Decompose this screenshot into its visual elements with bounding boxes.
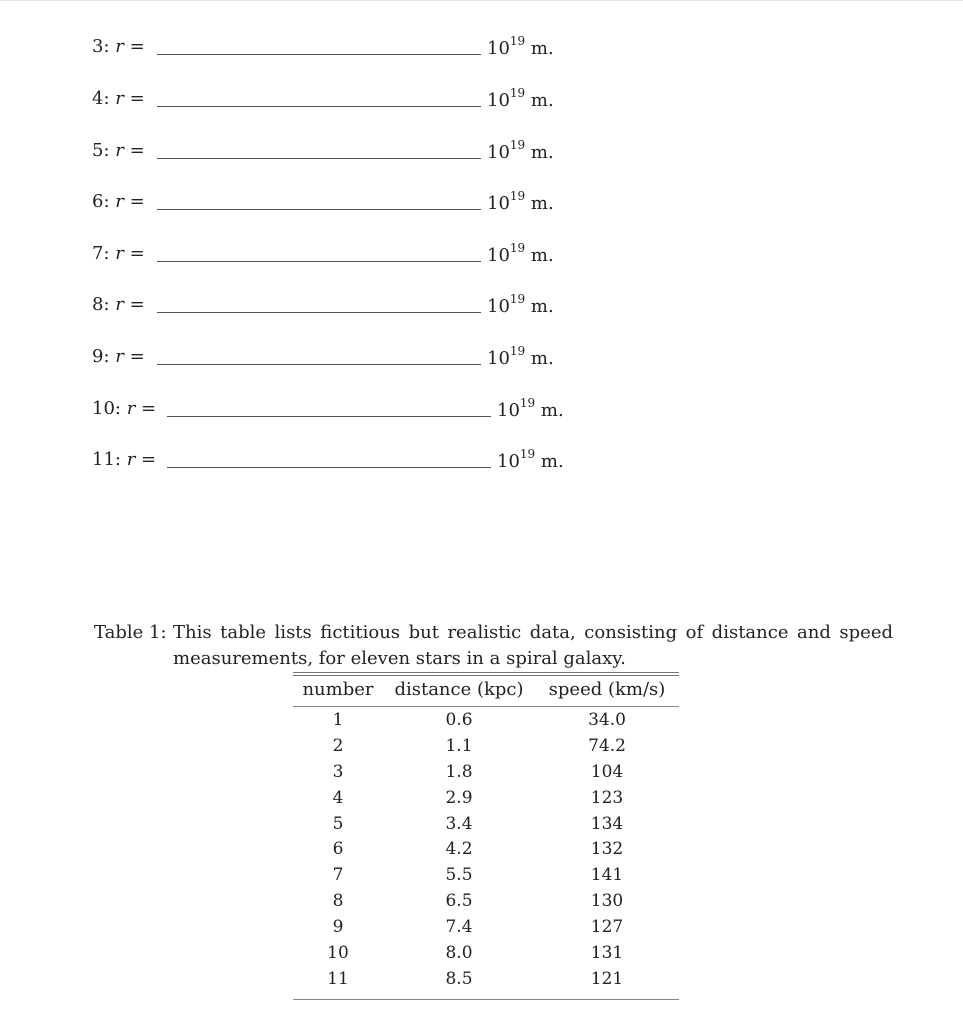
answer-variable: r — [115, 346, 124, 367]
cell-distance: 5.5 — [445, 865, 473, 886]
cell-number: 6 — [332, 839, 344, 860]
answer-equals: = — [129, 36, 145, 57]
answer-unit — [487, 294, 554, 317]
unit-suffix: m. — [530, 348, 554, 369]
answer-number: 11: — [92, 449, 121, 470]
cell-number: 8 — [332, 891, 344, 912]
unit-base: 10 — [497, 451, 520, 472]
table-top-rule-2 — [293, 675, 679, 676]
answer-blank-input[interactable] — [167, 416, 491, 417]
answer-equals: = — [129, 191, 145, 212]
cell-number: 11 — [327, 968, 349, 989]
table-row — [293, 915, 679, 941]
answer-unit — [487, 191, 554, 214]
answer-label — [92, 243, 145, 264]
answer-variable: r — [115, 294, 124, 315]
unit-exponent: 19 — [509, 86, 526, 100]
unit-exponent: 19 — [509, 292, 526, 306]
cell-number: 10 — [327, 943, 349, 964]
answer-unit — [487, 346, 554, 369]
table-row — [293, 786, 679, 812]
answer-blank-input[interactable] — [157, 364, 481, 365]
cell-distance: 6.5 — [445, 891, 473, 912]
header-distance: distance (kpc) — [394, 679, 524, 700]
table-header-row — [293, 677, 679, 703]
answer-number: 8: — [92, 294, 110, 315]
unit-base: 10 — [487, 245, 510, 266]
unit-exponent: 19 — [509, 189, 526, 203]
table-row — [293, 941, 679, 967]
answer-unit — [487, 36, 554, 59]
answer-unit — [497, 398, 564, 421]
answer-unit — [497, 449, 564, 472]
cell-speed: 132 — [590, 839, 624, 860]
table-bottom-rule — [293, 999, 679, 1000]
answer-label — [92, 36, 145, 57]
unit-base: 10 — [497, 400, 520, 421]
unit-suffix: m. — [540, 400, 564, 421]
cell-speed: 130 — [590, 891, 624, 912]
answer-variable: r — [115, 36, 124, 57]
answer-blank-input[interactable] — [157, 209, 481, 210]
answer-label — [92, 191, 145, 212]
answer-equals: = — [129, 243, 145, 264]
answer-equals: = — [141, 449, 157, 470]
cell-distance: 8.5 — [445, 968, 473, 989]
table-row — [293, 812, 679, 838]
table-row — [293, 734, 679, 760]
unit-suffix: m. — [530, 193, 554, 214]
unit-exponent: 19 — [519, 447, 536, 461]
caption-label: Table 1: — [94, 622, 167, 643]
answer-variable: r — [126, 398, 136, 419]
answer-unit — [487, 140, 554, 163]
answer-equals: = — [141, 398, 157, 419]
answer-blank-input[interactable] — [157, 312, 481, 313]
cell-distance: 1.1 — [445, 735, 473, 756]
answer-number: 5: — [92, 140, 110, 161]
answer-label — [92, 140, 145, 161]
answer-number: 10: — [92, 398, 121, 419]
cell-speed: 34.0 — [588, 710, 626, 730]
answer-equals: = — [129, 346, 145, 367]
answer-variable: r — [115, 140, 124, 161]
unit-exponent: 19 — [519, 396, 536, 410]
table-row — [293, 708, 679, 734]
answer-variable: r — [115, 88, 124, 109]
answer-label — [92, 449, 156, 470]
table-header-rule — [293, 706, 679, 707]
cell-number: 9 — [332, 917, 344, 938]
answer-equals: = — [129, 294, 145, 315]
unit-suffix: m. — [530, 90, 554, 111]
unit-suffix: m. — [530, 142, 554, 163]
page-top-border — [0, 0, 963, 1]
cell-speed: 104 — [590, 761, 624, 782]
table-row — [293, 889, 679, 915]
unit-base: 10 — [487, 296, 510, 317]
answer-variable: r — [115, 191, 124, 212]
cell-speed: 74.2 — [588, 735, 626, 756]
caption-text: This table lists fictitious but realistic data, consisting of distance and speed measurements, for eleven stars in a spiral galaxy. — [173, 622, 893, 669]
unit-exponent: 19 — [509, 241, 526, 255]
cell-speed: 127 — [590, 917, 624, 938]
answer-blank-input[interactable] — [167, 467, 491, 468]
unit-exponent: 19 — [509, 34, 526, 48]
table-row — [293, 760, 679, 786]
cell-speed: 141 — [590, 865, 624, 886]
unit-base: 10 — [487, 90, 510, 111]
answer-label — [92, 294, 145, 315]
answer-number: 6: — [92, 191, 110, 212]
answer-variable: r — [126, 449, 136, 470]
cell-number: 2 — [332, 735, 344, 756]
unit-exponent: 19 — [509, 344, 526, 358]
answer-unit — [487, 88, 554, 111]
answer-blank-input[interactable] — [157, 106, 481, 107]
answer-number: 7: — [92, 243, 110, 264]
cell-number: 1 — [332, 710, 344, 730]
cell-distance: 7.4 — [445, 917, 473, 938]
table-row — [293, 863, 679, 889]
table-top-rule — [293, 672, 679, 673]
cell-number: 3 — [332, 761, 344, 782]
unit-suffix: m. — [530, 38, 554, 59]
unit-exponent: 19 — [509, 138, 526, 152]
cell-distance: 0.6 — [445, 710, 473, 730]
cell-number: 5 — [332, 813, 344, 834]
unit-base: 10 — [487, 348, 510, 369]
answer-equals: = — [129, 88, 145, 109]
table-body — [293, 708, 679, 993]
unit-suffix: m. — [530, 296, 554, 317]
cell-speed: 134 — [590, 813, 624, 834]
unit-base: 10 — [487, 38, 510, 59]
cell-distance: 1.8 — [445, 761, 473, 782]
answer-number: 4: — [92, 88, 110, 109]
cell-distance: 4.2 — [445, 839, 473, 860]
answer-blank-input[interactable] — [157, 261, 481, 262]
answer-blank-input[interactable] — [157, 158, 481, 159]
cell-number: 4 — [332, 787, 344, 808]
cell-distance: 2.9 — [445, 787, 473, 808]
answer-number: 3: — [92, 36, 110, 57]
cell-speed: 123 — [590, 787, 624, 808]
unit-base: 10 — [487, 142, 510, 163]
header-number: number — [302, 679, 374, 700]
answer-number: 9: — [92, 346, 110, 367]
answer-variable: r — [115, 243, 124, 264]
answer-equals: = — [129, 140, 145, 161]
answer-unit — [487, 243, 554, 266]
cell-number: 7 — [332, 865, 344, 886]
unit-suffix: m. — [540, 451, 564, 472]
answer-label — [92, 398, 156, 419]
cell-speed: 121 — [590, 968, 624, 989]
table-row — [293, 967, 679, 993]
unit-base: 10 — [487, 193, 510, 214]
answer-blank-input[interactable] — [157, 54, 481, 55]
answer-label — [92, 346, 145, 367]
cell-speed: 131 — [590, 943, 624, 964]
table-row — [293, 837, 679, 863]
answer-label — [92, 88, 145, 109]
cell-distance: 8.0 — [445, 943, 473, 964]
header-speed: speed (km/s) — [548, 679, 666, 700]
unit-suffix: m. — [530, 245, 554, 266]
cell-distance: 3.4 — [445, 813, 473, 834]
